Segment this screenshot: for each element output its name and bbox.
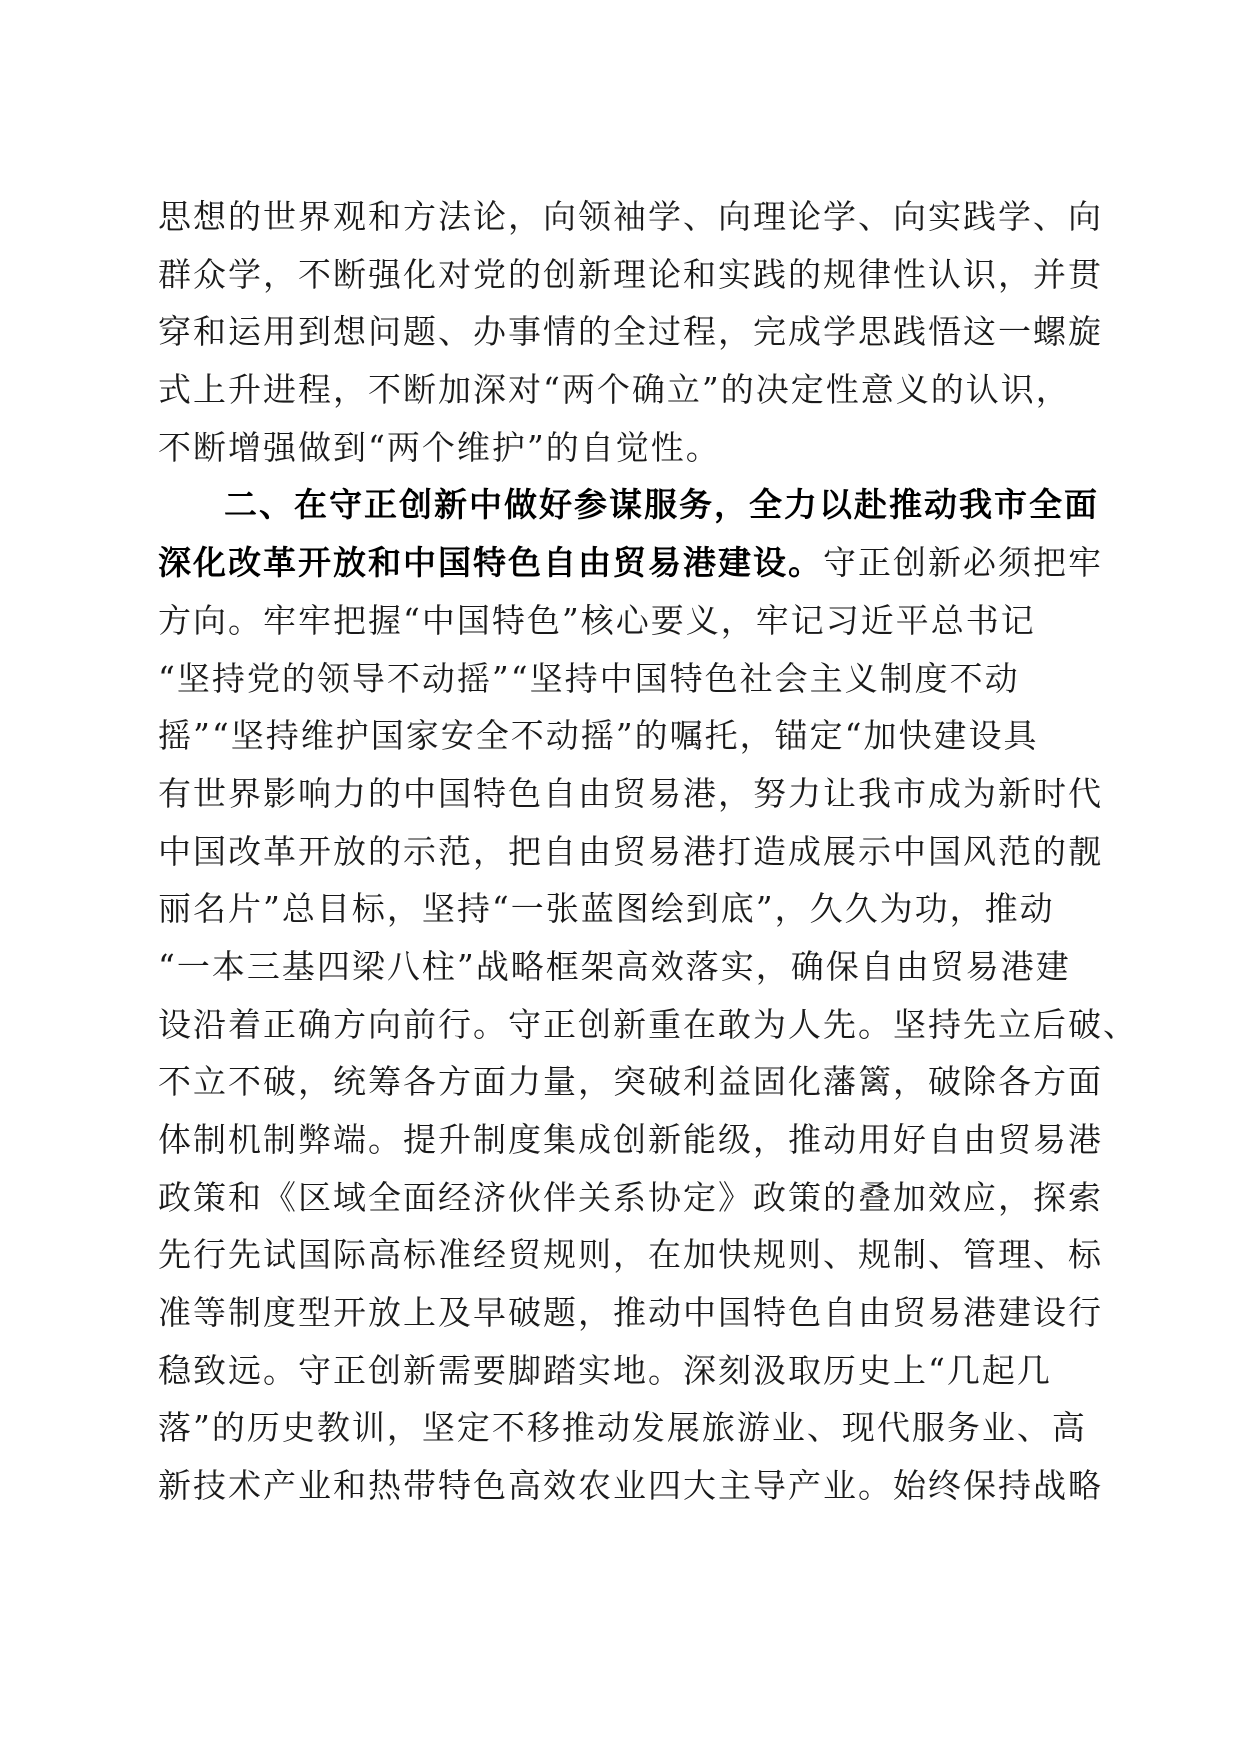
section-heading-continued: 深化改革开放和中国特色自由贸易港建设。 <box>158 543 823 583</box>
text-line: 式上升进程，不断加深对“两个确立”的决定性意义的认识， <box>158 370 1071 410</box>
text-line: 思想的世界观和方法论，向领袖学、向理论学、向实践学、向 <box>158 197 1103 236</box>
text-line: 稳致远。守正创新需要脚踏实地。深刻汲取历史上“几起几 <box>158 1350 1052 1390</box>
text-line: “一本三基四梁八柱”战略框架高效落实，确保自由贸易港建 <box>158 946 1071 986</box>
text-line: 摇”“坚持维护国家安全不动摇”的嘱托，锚定“加快建设具 <box>158 716 1039 756</box>
text-line: 穿和运用到想问题、办事情的全过程，完成学思践悟这一螺旋 <box>158 312 1103 352</box>
text-line: 群众学，不断强化对党的创新理论和实践的规律性认识，并贯 <box>158 254 1103 294</box>
text-segment: 守正创新必须把牢 <box>823 543 1103 583</box>
text-line: 不断增强做到“两个维护”的自觉性。 <box>158 427 721 467</box>
text-line: 方向。牢牢把握“中国特色”核心要义，牢记习近平总书记 <box>158 600 1036 640</box>
text-line: 落”的历史教训，坚定不移推动发展旅游业、现代服务业、高 <box>158 1408 1087 1448</box>
text-line: 新技术产业和热带特色高效农业四大主导产业。始终保持战略 <box>158 1466 1103 1506</box>
text-line: 中国改革开放的示范，把自由贸易港打造成展示中国风范的靓 <box>158 831 1103 871</box>
text-line: “坚持党的领导不动摇”“坚持中国特色社会主义制度不动 <box>158 658 1020 698</box>
body-text <box>158 188 1138 1515</box>
text-line: 先行先试国际高标准经贸规则，在加快规则、规制、管理、标 <box>158 1235 1103 1275</box>
text-line: 政策和《区域全面经济伙伴关系协定》政策的叠加效应，探索 <box>158 1177 1103 1217</box>
text-line: 设沿着正确方向前行。守正创新重在敢为人先。坚持先立后破、 <box>158 1004 1138 1044</box>
text-line <box>158 534 1103 592</box>
text-line: 体制机制弊端。提升制度集成创新能级，推动用好自由贸易港 <box>158 1120 1103 1159</box>
text-line: 有世界影响力的中国特色自由贸易港，努力让我市成为新时代 <box>158 773 1103 813</box>
section-heading: 二、在守正创新中做好参谋服务，全力以赴推动我市全面 <box>224 485 1099 525</box>
text-line: 准等制度型开放上及早破题，推动中国特色自由贸易港建设行 <box>158 1293 1103 1333</box>
text-line: 丽名片”总目标，坚持“一张蓝图绘到底”，久久为功，推动 <box>158 889 1055 929</box>
text-line: 不立不破，统筹各方面力量，突破利益固化藩篱，破除各方面 <box>158 1062 1103 1102</box>
